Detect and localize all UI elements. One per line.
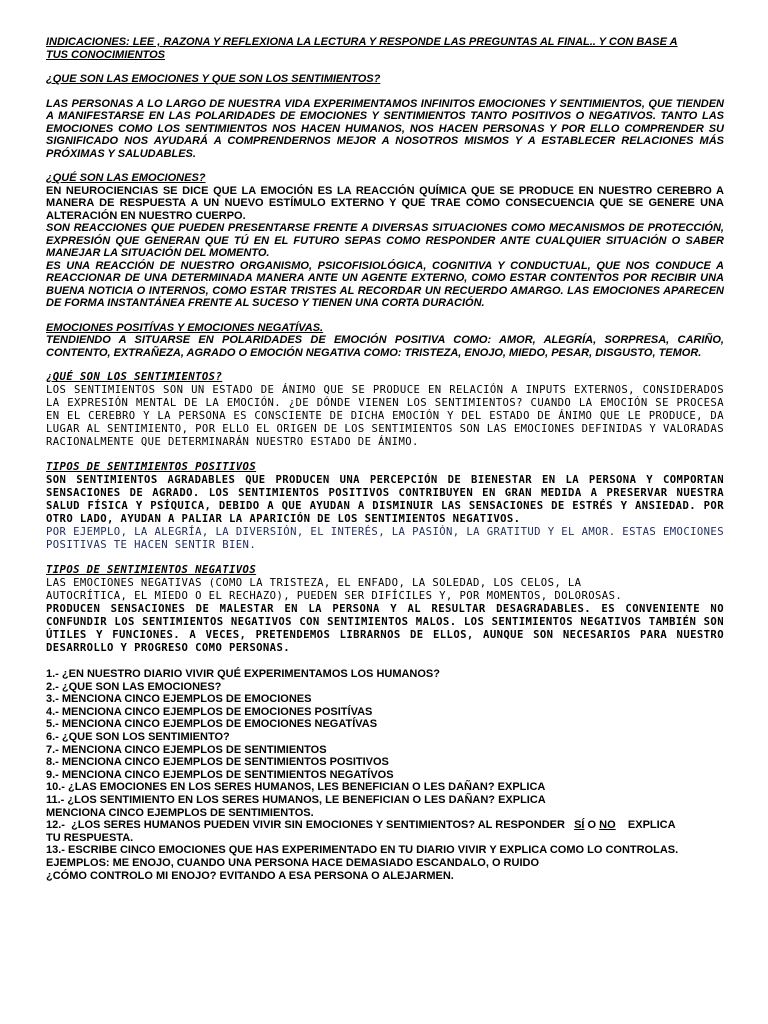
question-7: 7.- MENCIONA CINCO EJEMPLOS DE SENTIMIENTOS (46, 743, 327, 756)
section-heading-emotions-feelings: ¿QUE SON LAS EMOCIONES Y QUE SON LOS SENTIMIENTOS? (46, 73, 381, 85)
question-12-text: 12.- ¿LOS SERES HUMANOS PUEDEN VIVIR SIN EMOCIONES Y SENTIMIENTOS? AL RESPONDER (46, 819, 575, 832)
section-heading-positive-feelings: TIPOS DE SENTIMIENTOS POSITIVOS (46, 461, 257, 473)
question-13-line-1: 13.- ESCRIBE CINCO EMOCIONES QUE HAS EXPERIMENTADO EN TU DIARIO VIVIR Y EXPLICA COMO LO CONTROLAS. (46, 844, 679, 857)
question-12-line-1 (46, 819, 724, 832)
question-1: 1.- ¿EN NUESTRO DIARIO VIVIR QUÉ EXPERIMENTAMOS LOS HUMANOS? (46, 668, 440, 680)
question-9: 9.- MENCIONA CINCO EJEMPLOS DE SENTIMIENTOS NEGATÍVOS (46, 768, 394, 781)
question-12-explain: EXPLICA (615, 819, 676, 832)
section-heading-what-are-feelings: ¿QUÉ SON LOS SENTIMIENTOS? (46, 371, 223, 383)
section-body-emotions-feelings: LAS PERSONAS A LO LARGO DE NUESTRA VIDA EXPERIMENTAMOS INFINITOS EMOCIONES Y SENTIMIENTOS, QUE TIENDEN A MANIFESTARSE EN LAS POLARIDADES DE EMOCIONES Y SENTIMIENTOS TANTO POSITIVOS O NEGATIVOS. TANTO LAS EMOCIONES COMO LOS SENTIMIENTOS NOS HACEN HUMANOS, NOS HACEN PERSONAS Y POR ELLO COMPRENDER SU SIGNIFICADO NOS AYUDARÁ A COMPRENDERNOS MEJOR A NOSOTROS MISMOS Y A ESTABLECER RELACIONES MÁS PRÓXIMAS Y SALUDABLES. (46, 97, 724, 160)
feelings-body: LOS SENTIMIENTOS SON UN ESTADO DE ÁNIMO QUE SE PRODUCE EN RELACIÓN A INPUTS EXTERNOS, CONSIDERADOS LA EXPRESIÓN MENTAL DE LA EMOCIÓN. ¿DE DÓNDE VIENEN LOS SENTIMIENTOS? CUANDO LA EMOCIÓN SE PROCESA EN EL CEREBRO Y LA PERSONA ES CONSCIENTE DE DICHA EMOCIÓN Y DEL ESTADO DE ÁNIMO QUE LE PRODUCE, DA LUGAR AL SENTIMIENTO, POR ELLO EL ORIGEN DE LOS SENTIMIENTOS SON LAS EMOCIONES DEFINIDAS Y VALORADAS RACIONALMENTE QUE DETERMINARÁN NUESTRO ESTADO DE ÁNIMO. (46, 384, 724, 448)
emotions-paragraph-3: ES UNA REACCIÓN DE NUESTRO ORGANISMO, PSICOFISIOLÓGICA, COGNITIVA Y CONDUCTUAL, QUE NOS CONDUCE A REACCIONAR DE UNA DETERMINADA MANERA ANTE UN AGENTE EXTERNO, COMO ESTAR CONTENTOS POR RECIBIR UNA BUENA NOTICIA O INTERNOS, COMO ESTAR TRISTES AL RECORDAR UN RECUERDO AMARGO. LAS EMOCIONES APARECEN DE FORMA INSTANTÁNEA FRENTE AL SUCESO Y TIENEN UNA CORTA DURACIÓN. (46, 259, 724, 309)
question-6: 6.- ¿QUE SON LOS SENTIMIENTO? (46, 730, 230, 743)
question-12-line-2: TU RESPUESTA. (46, 831, 134, 844)
question-8: 8.- MENCIONA CINCO EJEMPLOS DE SENTIMIENTOS POSITIVOS (46, 756, 389, 769)
section-heading-negative-feelings: TIPOS DE SENTIMIENTOS NEGATIVOS (46, 564, 257, 576)
answer-si: SÍ (574, 819, 585, 832)
negative-feelings-paragraph-2: PRODUCEN SENSACIONES DE MALESTAR EN LA PERSONA Y AL RESULTAR DESAGRADABLES. ES CONVENIENTE NO CONFUNDIR LOS SENTIMIENTOS NEGATIVOS CON SENTIMIENTOS MALOS. LOS SENTIMIENTOS NEGATIVOS TAMBIÉN SON ÚTILES Y FUNCIONES. A VECES, PRETENDEMOS LIBRARNOS DE ELLOS, AUNQUE SON NECESARIOS PARA NUESTRO DESARROLLO Y PROGRESO COMO PERSONAS. (46, 603, 724, 654)
negative-feelings-paragraph-1 (46, 577, 724, 603)
question-11-line-1: 11.- ¿LOS SENTIMIENTO EN LOS SERES HUMANOS, LE BENEFICIAN O LES DAÑAN? EXPLICA (46, 793, 546, 806)
instructions (46, 36, 724, 61)
question-13-line-3: ¿CÓMO CONTROLO MI ENOJO? EVITANDO A ESA PERSONA O ALEJARMEN. (46, 869, 454, 882)
positive-feelings-paragraph-2: POR EJEMPLO, LA ALEGRÍA, LA DIVERSIÓN, EL INTERÉS, LA PASIÓN, LA GRATITUD Y EL AMOR. ESTAS EMOCIONES POSITIVAS TE HACEN SENTIR BIEN. (46, 526, 724, 551)
instructions-line-2: TUS CONOCIMIENTOS (46, 48, 165, 61)
question-12-or: O (584, 819, 600, 832)
positive-feelings-paragraph-1: SON SENTIMIENTOS AGRADABLES QUE PRODUCEN UNA PERCEPCIÓN DE BIENESTAR EN LA PERSONA Y COMPORTAN SENSACIONES DE AGRADO. LOS SENTIMIENTOS POSITIVOS CONTRIBUYEN EN GRAN MEDIDA A PRESERVAR NUESTRA SALUD FÍSICA Y PSÍQUICA, DEBIDO A QUE AYUDAN A DISMINUIR LAS SENSACIONES DE ESTRÉS Y ANSIEDAD. POR OTRO LADO, AYUDAN A PALIAR LA APARICIÓN DE LOS SENTIMIENTOS NEGATIVOS. (46, 474, 724, 525)
question-13-line-2: EJEMPLOS: ME ENOJO, CUANDO UNA PERSONA HACE DEMASIADO ESCANDALO, O RUIDO (46, 856, 540, 869)
instructions-line-1: INDICACIONES: LEE , RAZONA Y REFLEXIONA LA LECTURA Y RESPONDE LAS PREGUNTAS AL FINAL.. Y CON BASE A (46, 36, 678, 48)
question-4: 4.- MENCIONA CINCO EJEMPLOS DE EMOCIONES POSITÍVAS (46, 705, 373, 718)
section-heading-positive-negative-emotions: EMOCIONES POSITÍVAS Y EMOCIONES NEGATÍVAS. (46, 321, 324, 334)
negative-feelings-line-1: LAS EMOCIONES NEGATIVAS (COMO LA TRISTEZA, EL ENFADO, LA SOLEDAD, LOS CELOS, LA (46, 577, 582, 589)
questions-list (46, 668, 724, 882)
emotions-paragraph-1: EN NEUROCIENCIAS SE DICE QUE LA EMOCIÓN ES LA REACCIÓN QUÍMICA QUE SE PRODUCE EN NUESTRO CEREBRO A MANERA DE RESPUESTA A UN NUEVO ESTÍMULO EXTERNO Y QUE TRAE COMO CONSECUENCIA QUE SE GENERE UNA ALTERACIÓN EN NUESTRO CUERPO. (46, 184, 724, 222)
positive-negative-emotions-body: TENDIENDO A SITUARSE EN POLARIDADES DE EMOCIÓN POSITIVA COMO: AMOR, ALEGRÍA, SORPRESA, CARIÑO, CONTENTO, EXTRAÑEZA, AGRADO O EMOCIÓN NEGATIVA COMO: TRISTEZA, ENOJO, MIEDO, PESAR, DISGUSTO, TEMOR. (46, 334, 724, 359)
section-heading-what-are-emotions: ¿QUÉ SON LAS EMOCIONES? (46, 172, 206, 184)
question-2: 2.- ¿QUE SON LAS EMOCIONES? (46, 680, 222, 693)
answer-no: NO (599, 819, 616, 832)
negative-feelings-line-2: AUTOCRÍTICA, EL MIEDO O EL RECHAZO), PUEDEN SER DIFÍCILES Y, POR MOMENTOS, DOLOROSAS. (46, 590, 623, 602)
question-3: 3.- MENCIONA CINCO EJEMPLOS DE EMOCIONES (46, 693, 312, 706)
question-10: 10.- ¿LAS EMOCIONES EN LOS SERES HUMANOS, LES BENEFICIAN O LES DAÑAN? EXPLICA (46, 781, 546, 794)
question-5: 5.- MENCIONA CINCO EJEMPLOS DE EMOCIONES NEGATÍVAS (46, 718, 378, 731)
emotions-paragraph-2: SON REACCIONES QUE PUEDEN PRESENTARSE FRENTE A DIVERSAS SITUACIONES COMO MECANISMOS DE PROTECCIÓN, EXPRESIÓN QUE GENERAN QUE TÚ EN EL FUTURO SEPAS COMO RESPONDER ANTE CUALQUIER SITUACIÓN O SABER MANEJAR LA SITUACIÓN DEL MOMENTO. (46, 222, 724, 259)
worksheet-page (46, 36, 724, 882)
question-11-line-2: MENCIONA CINCO EJEMPLOS DE SENTIMIENTOS. (46, 806, 314, 819)
